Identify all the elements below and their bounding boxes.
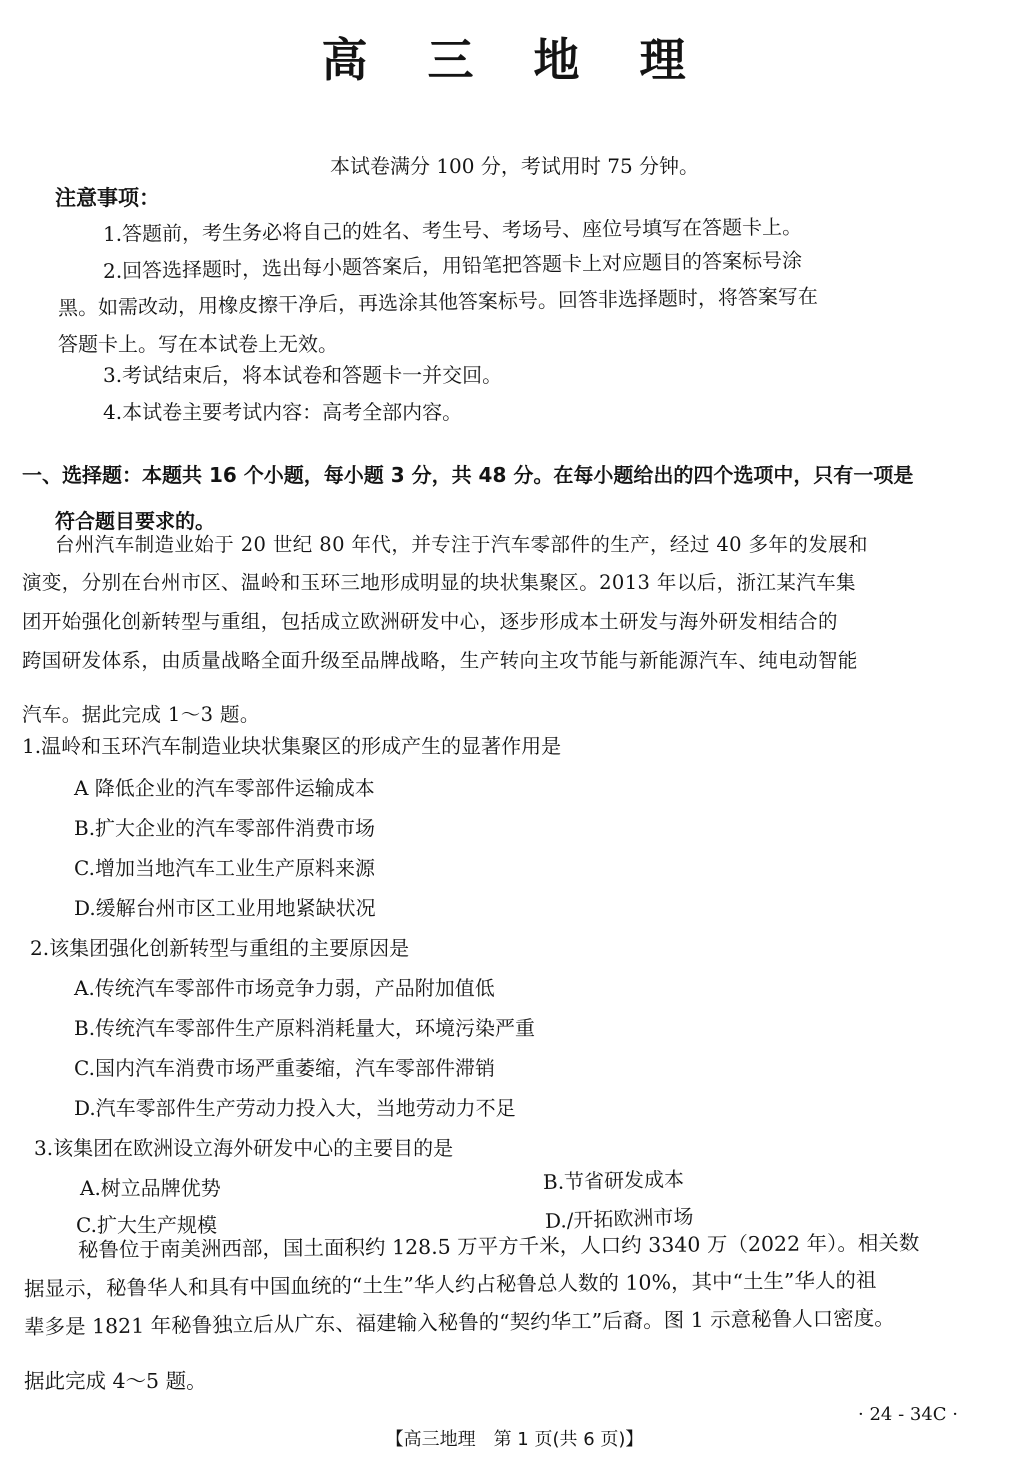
notice-item-2-line-1: 2.回答选择题时，选出每小题答案后，用铅笔把答题卡上对应题目的答案标号涂	[102, 248, 803, 283]
notice-item-4: 4.本试卷主要考试内容：高考全部内容。	[103, 400, 463, 424]
question-2-option-b: B.传统汽车零部件生产原料消耗量大，环境污染严重	[74, 1016, 536, 1040]
passage-1-line: 团开始强化创新转型与重组，包括成立欧洲研发中心，逐步形成本土研发与海外研发相结合的	[22, 610, 838, 633]
passage-2-line: 据显示，秘鲁华人和具有中国血统的“土生”华人约占秘鲁总人数的 10%，其中“土生”华人的祖	[23, 1268, 877, 1301]
question-3-option-b: B.节省研发成本	[542, 1167, 685, 1194]
notice-item-3: 3.考试结束后，将本试卷和答题卡一并交回。	[103, 363, 503, 387]
question-2-option-a: A.传统汽车零部件市场竞争力弱，产品附加值低	[74, 976, 495, 1000]
passage-2-line: 秘鲁位于南美洲西部，国土面积约 128.5 万平方千米，人口约 3340 万（2022 年）。相关数	[77, 1230, 920, 1262]
exam-meta: 本试卷满分 100 分，考试用时 75 分钟。	[329, 154, 700, 178]
question-1-stem: 1.温岭和玉环汽车制造业块状集聚区的形成产生的显著作用是	[22, 734, 562, 758]
question-1-option-d: D.缓解台州市区工业用地紧缺状况	[74, 896, 376, 920]
question-2-stem: 2.该集团强化创新转型与重组的主要原因是	[30, 936, 410, 960]
passage-1-line: 跨国研发体系，由质量战略全面升级至品牌战略，生产转向主攻节能与新能源汽车、纯电动智能	[22, 649, 858, 672]
notice-item-2-line-3: 答题卡上。写在本试卷上无效。	[58, 332, 338, 356]
exam-code: · 24 - 34C ·	[858, 1404, 958, 1425]
page-title: 高 三 地 理	[321, 33, 708, 87]
notice-heading: 注意事项：	[55, 186, 160, 210]
question-1-option-b: B.扩大企业的汽车零部件消费市场	[74, 816, 376, 840]
question-1-option-c: C.增加当地汽车工业生产原料来源	[74, 856, 375, 880]
question-2-option-c: C.国内汽车消费市场严重萎缩，汽车零部件滞销	[74, 1056, 495, 1080]
notice-item-1: 1.答题前，考生务必将自己的姓名、考生号、考场号、座位号填写在答题卡上。	[102, 214, 803, 246]
question-2-option-d: D.汽车零部件生产劳动力投入大，当地劳动力不足	[74, 1096, 516, 1120]
section-heading: 一、选择题：本题共 16 个小题，每小题 3 分，共 48 分。在每小题给出的四个选项中，只有一项是	[22, 463, 914, 487]
question-3-option-a: A.树立品牌优势	[80, 1176, 221, 1200]
page-footer: 【高三地理 第 1 页(共 6 页)】	[385, 1429, 644, 1450]
notice-item-2-line-2: 黑。如需改动，用橡皮擦干净后，再选涂其他答案标号。回答非选择题时，将答案写在	[57, 284, 819, 320]
question-1-option-a: A 降低企业的汽车零部件运输成本	[74, 776, 375, 800]
question-3-stem: 3.该集团在欧洲设立海外研发中心的主要目的是	[34, 1136, 454, 1160]
passage-2-line: 据此完成 4～5 题。	[24, 1369, 207, 1393]
passage-1-line: 演变，分别在台州市区、温岭和玉环三地形成明显的块状集聚区。2013 年以后，浙江某汽车集	[22, 571, 856, 594]
passage-2-line: 辈多是 1821 年秘鲁独立后从广东、福建输入秘鲁的“契约华工”后裔。图 1 示意秘鲁人口密度。	[23, 1305, 895, 1339]
section-heading-cont: 符合题目要求的。	[55, 509, 215, 533]
question-3-option-d: D./开拓欧洲市场	[544, 1204, 694, 1233]
question-3-option-c: C.扩大生产规模	[76, 1213, 217, 1237]
passage-1-line: 台州汽车制造业始于 20 世纪 80 年代，并专注于汽车零部件的生产，经过 40 多年的发展和	[55, 533, 868, 556]
passage-1-line: 汽车。据此完成 1～3 题。	[22, 703, 260, 726]
